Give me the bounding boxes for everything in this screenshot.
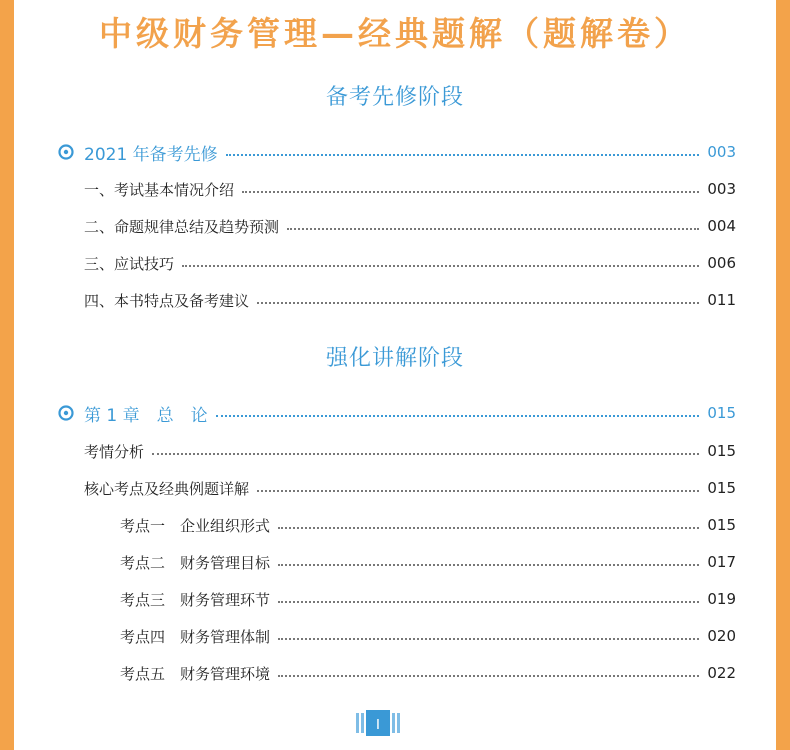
page-number: 015 bbox=[707, 479, 736, 497]
section-heading-prep: 备考先修阶段 bbox=[325, 85, 464, 110]
toc-entry[interactable] bbox=[84, 437, 736, 465]
toc-page bbox=[14, 0, 776, 750]
page-number: 004 bbox=[707, 217, 736, 235]
target-icon bbox=[58, 405, 74, 421]
toc-subentry[interactable] bbox=[120, 585, 736, 613]
toc-subentry[interactable] bbox=[120, 622, 736, 650]
dot-leader bbox=[278, 527, 699, 529]
dot-leader bbox=[278, 675, 699, 677]
toc-entry[interactable] bbox=[84, 286, 736, 314]
dot-leader bbox=[257, 302, 699, 304]
page-number: 022 bbox=[707, 664, 736, 682]
dot-leader bbox=[152, 453, 699, 455]
entry-label: 考情分析 bbox=[84, 442, 145, 461]
entry-label: 考点四 财务管理体制 bbox=[120, 627, 271, 646]
dot-leader bbox=[278, 638, 699, 640]
entry-label: 考点一 企业组织形式 bbox=[120, 516, 271, 535]
dot-leader bbox=[182, 265, 699, 267]
entry-label: 考点三 财务管理环节 bbox=[120, 590, 271, 609]
page-number: 020 bbox=[707, 627, 736, 645]
page-number: 003 bbox=[707, 143, 736, 161]
page-number: 015 bbox=[707, 442, 736, 460]
toc-entry[interactable] bbox=[84, 175, 736, 203]
toc-subentry[interactable] bbox=[120, 548, 736, 576]
dot-leader bbox=[287, 228, 699, 230]
page-number: 017 bbox=[707, 553, 736, 571]
toc-entry[interactable] bbox=[84, 474, 736, 502]
toc-entry[interactable] bbox=[84, 249, 736, 277]
page-number: 003 bbox=[707, 180, 736, 198]
dot-leader bbox=[278, 601, 699, 603]
toc-subentry[interactable] bbox=[120, 659, 736, 687]
dot-leader bbox=[216, 415, 700, 417]
dot-leader bbox=[278, 564, 699, 566]
dot-leader bbox=[257, 490, 699, 492]
toc-entry[interactable] bbox=[84, 212, 736, 240]
section-heading-intensive: 强化讲解阶段 bbox=[325, 346, 464, 371]
page-number: 015 bbox=[707, 516, 736, 534]
dot-leader bbox=[242, 191, 699, 193]
page-marker bbox=[356, 710, 400, 736]
entry-label: 核心考点及经典例题详解 bbox=[84, 479, 250, 498]
entry-label: 二、命题规律总结及趋势预测 bbox=[84, 217, 280, 236]
page-number: 011 bbox=[707, 291, 736, 309]
page-number: 019 bbox=[707, 590, 736, 608]
entry-label: 四、本书特点及备考建议 bbox=[84, 291, 250, 310]
chapter-label: 2021 年备考先修 bbox=[84, 144, 218, 165]
entry-label: 考点五 财务管理环境 bbox=[120, 664, 271, 683]
entry-label: 一、考试基本情况介绍 bbox=[84, 180, 235, 199]
page-marker-label: I bbox=[375, 716, 381, 733]
chapter-label: 第 1 章 总 论 bbox=[84, 405, 208, 426]
toc-chapter-1[interactable] bbox=[58, 399, 736, 427]
entry-label: 三、应试技巧 bbox=[84, 254, 175, 273]
toc-subentry[interactable] bbox=[120, 511, 736, 539]
page-number: 015 bbox=[707, 404, 736, 422]
target-icon bbox=[58, 144, 74, 160]
toc-chapter-prep[interactable] bbox=[58, 138, 736, 166]
entry-label: 考点二 财务管理目标 bbox=[120, 553, 271, 572]
dot-leader bbox=[226, 154, 700, 156]
page-title: 中级财务管理—经典题解（题解卷） bbox=[99, 14, 691, 53]
page-number: 006 bbox=[707, 254, 736, 272]
